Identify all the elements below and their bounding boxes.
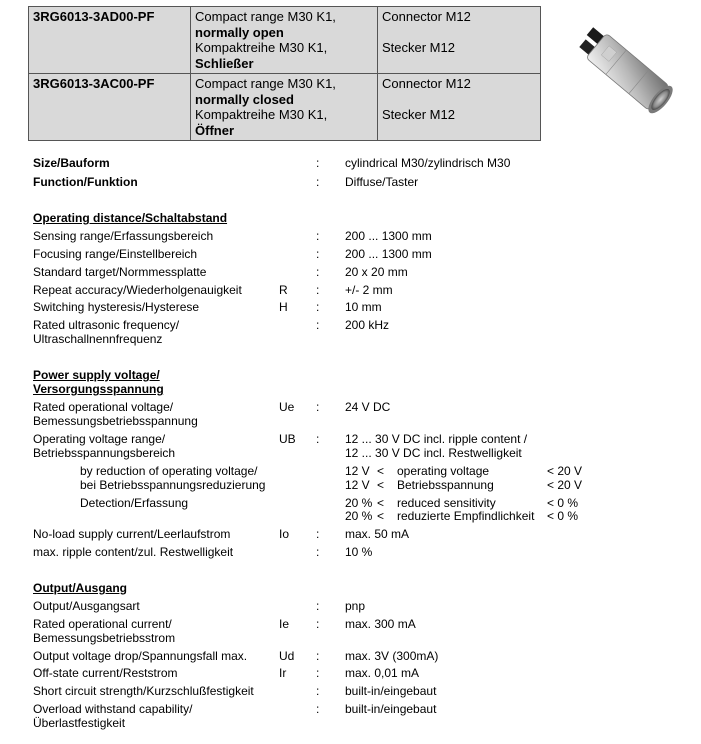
spec-label: Output/Ausgangsart	[33, 599, 140, 613]
section-heading: Power supply voltage/	[33, 368, 160, 382]
spec-label: Rated ultrasonic frequency/	[33, 318, 180, 332]
spec-value: 12 V	[345, 464, 370, 478]
colon: :	[316, 156, 320, 170]
spec-value: 10 %	[345, 545, 373, 559]
conn-de: Stecker M12	[382, 40, 455, 55]
spec-value: 200 ... 1300 mm	[345, 247, 432, 261]
colon: :	[316, 265, 320, 279]
spec-label: Size/Bauform	[33, 156, 110, 170]
spec-label: Betriebsspannungsbereich	[33, 446, 176, 460]
spec-value: 20 x 20 mm	[345, 265, 408, 279]
spec-value: 200 kHz	[345, 318, 390, 332]
less-than: <	[377, 509, 385, 523]
colon: :	[316, 527, 320, 541]
conn-en: Connector M12	[382, 76, 471, 91]
colon: :	[316, 545, 320, 559]
sensor-image	[574, 12, 694, 132]
colon: :	[316, 432, 320, 446]
desc-de: Kompaktreihe M30 K1,	[195, 107, 328, 122]
spec-value: pnp	[345, 599, 366, 613]
less-than: <	[377, 496, 385, 510]
product-row	[29, 7, 541, 74]
spec-value: max. 50 mA	[345, 527, 410, 541]
spec-text: Betriebsspannung	[397, 478, 494, 492]
spec-value: 20 %	[345, 496, 373, 510]
desc-en: Compact range M30 K1,	[195, 76, 336, 91]
spec-value: 20 %	[345, 509, 373, 523]
spec-label: Bemessungsbetriebsspannung	[33, 414, 198, 428]
spec-symbol: R	[279, 283, 288, 297]
colon: :	[316, 702, 320, 716]
spec-label: Standard target/Normmessplatte	[33, 265, 207, 279]
colon: :	[316, 684, 320, 698]
spec-value: +/- 2 mm	[345, 283, 393, 297]
spec-value: 200 ... 1300 mm	[345, 229, 432, 243]
colon: :	[316, 400, 320, 414]
spec-label: Output voltage drop/Spannungsfall max.	[33, 649, 248, 663]
desc-de-bold: Öffner	[195, 122, 234, 138]
product-row	[29, 74, 541, 141]
colon: :	[316, 599, 320, 613]
product-code: 3RG6013-3AC00-PF	[29, 74, 191, 141]
conn-de: Stecker M12	[382, 107, 455, 122]
spec-limit: < 0 %	[547, 509, 579, 523]
product-connector	[378, 7, 541, 74]
spec-value: 12 V	[345, 478, 370, 492]
desc-de-bold: Schließer	[195, 55, 254, 71]
spec-symbol: Ud	[279, 649, 295, 663]
less-than: <	[377, 478, 385, 492]
spec-label: Ultraschallnennfrequenz	[33, 332, 163, 346]
spec-label: Function/Funktion	[33, 175, 138, 189]
desc-en-bold: normally open	[195, 24, 284, 40]
spec-label: max. ripple content/zul. Restwelligkeit	[33, 545, 234, 559]
colon: :	[316, 300, 320, 314]
spec-limit: < 20 V	[547, 464, 583, 478]
desc-en-bold: normally closed	[195, 91, 294, 107]
spec-label: No-load supply current/Leerlaufstrom	[33, 527, 231, 541]
spec-text: reduzierte Empfindlichkeit	[397, 509, 535, 523]
product-code: 3RG6013-3AD00-PF	[29, 7, 191, 74]
desc-en: Compact range M30 K1,	[195, 9, 336, 24]
spec-value: max. 3V (300mA)	[345, 649, 439, 663]
spec-value: Diffuse/Taster	[345, 175, 419, 189]
product-description	[191, 74, 378, 141]
spec-label: Bemessungsbetriebsstrom	[33, 631, 176, 645]
product-connector	[378, 74, 541, 141]
spec-text: reduced sensitivity	[397, 496, 496, 510]
colon: :	[316, 247, 320, 261]
spec-value: cylindrical M30/zylindrisch M30	[345, 156, 511, 170]
colon: :	[316, 666, 320, 680]
spec-symbol: UB	[279, 432, 296, 446]
less-than: <	[377, 464, 385, 478]
spec-label: Short circuit strength/Kurzschlußfestigkeit	[33, 684, 254, 698]
section-heading: Operating distance/Schaltabstand	[33, 211, 228, 225]
desc-de: Kompaktreihe M30 K1,	[195, 40, 328, 55]
section-heading: Versorgungsspannung	[33, 382, 164, 396]
spec-label: Off-state current/Reststrom	[33, 666, 178, 680]
spec-symbol: Ir	[279, 666, 287, 680]
spec-symbol: Io	[279, 527, 290, 541]
spec-label: by reduction of operating voltage/	[80, 464, 258, 478]
spec-value: built-in/eingebaut	[345, 684, 437, 698]
spec-value: max. 300 mA	[345, 617, 416, 631]
spec-symbol: H	[279, 300, 288, 314]
spec-limit: < 20 V	[547, 478, 583, 492]
spec-symbol: Ie	[279, 617, 290, 631]
spec-label: Sensing range/Erfassungsbereich	[33, 229, 214, 243]
spec-label: bei Betriebsspannungsreduzierung	[80, 478, 266, 492]
spec-text: operating voltage	[397, 464, 490, 478]
spec-label: Overload withstand capability/	[33, 702, 193, 716]
spec-label: Operating voltage range/	[33, 432, 166, 446]
spec-value: max. 0,01 mA	[345, 666, 420, 680]
colon: :	[316, 175, 320, 189]
spec-label: Rated operational current/	[33, 617, 172, 631]
spec-value: 24 V DC	[345, 400, 391, 414]
spec-label: Überlastfestigkeit	[33, 716, 126, 730]
colon: :	[316, 283, 320, 297]
conn-en: Connector M12	[382, 9, 471, 24]
spec-value: 12 ... 30 V DC incl. Restwelligkeit	[345, 446, 522, 460]
spec-label: Repeat accuracy/Wiederholgenauigkeit	[33, 283, 242, 297]
spec-value: 12 ... 30 V DC incl. ripple content /	[345, 432, 528, 446]
spec-label: Switching hysteresis/Hysterese	[33, 300, 200, 314]
colon: :	[316, 229, 320, 243]
spec-value: built-in/eingebaut	[345, 702, 437, 716]
spec-symbol: Ue	[279, 400, 295, 414]
product-table	[28, 6, 541, 141]
spec-label: Focusing range/Einstellbereich	[33, 247, 198, 261]
spec-label: Rated operational voltage/	[33, 400, 174, 414]
colon: :	[316, 649, 320, 663]
spec-label: Detection/Erfassung	[80, 496, 189, 510]
spec-value: 10 mm	[345, 300, 382, 314]
colon: :	[316, 617, 320, 631]
section-heading: Output/Ausgang	[33, 581, 127, 595]
spec-limit: < 0 %	[547, 496, 579, 510]
colon: :	[316, 318, 320, 332]
product-description	[191, 7, 378, 74]
